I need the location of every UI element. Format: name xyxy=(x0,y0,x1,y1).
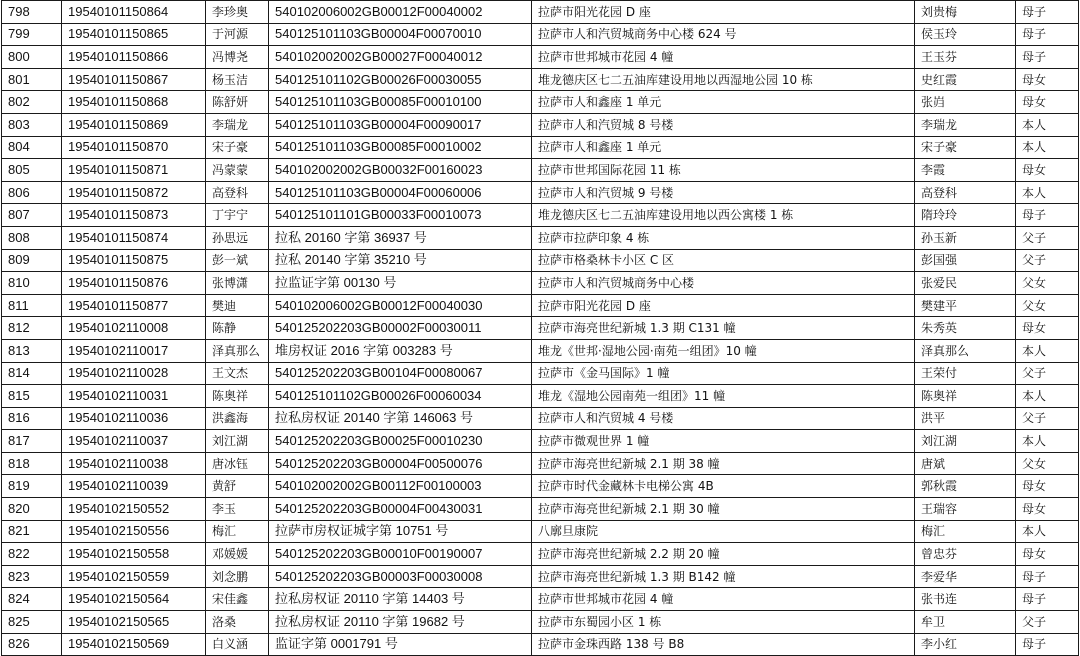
cell-relationship: 父子 xyxy=(1016,362,1079,385)
cell-owner-name: 王荣付 xyxy=(915,362,1016,385)
table-row xyxy=(2,317,1079,340)
table-row xyxy=(2,68,1079,91)
cell-property-address: 拉萨市金珠西路 138 号 B8 xyxy=(532,633,915,656)
cell-student-name: 白义涵 xyxy=(206,633,269,656)
cell-property-address: 拉萨市阳光花园 D 座 xyxy=(532,294,915,317)
cell-student-code: 19540101150867 xyxy=(62,68,206,91)
cell-owner-name: 彭国强 xyxy=(915,249,1016,272)
cell-student-name: 杨玉洁 xyxy=(206,68,269,91)
cell-owner-name: 张爱民 xyxy=(915,272,1016,295)
cell-student-name: 邓媛媛 xyxy=(206,543,269,566)
cell-student-name: 洪鑫海 xyxy=(206,407,269,430)
cell-student-code: 19540101150870 xyxy=(62,136,206,159)
cell-owner-name: 梅汇 xyxy=(915,520,1016,543)
cell-relationship: 本人 xyxy=(1016,385,1079,408)
cell-property-certificate: 540102002002GB00112F00100003 xyxy=(269,475,532,498)
cell-property-address: 拉萨市阳光花园 D 座 xyxy=(532,1,915,24)
cell-property-certificate: 540125101102GB00026F00060034 xyxy=(269,385,532,408)
cell-owner-name: 郭秋霞 xyxy=(915,475,1016,498)
cell-property-address: 拉萨市人和汽贸城 9 号楼 xyxy=(532,181,915,204)
table-row xyxy=(2,294,1079,317)
cell-student-name: 王文杰 xyxy=(206,362,269,385)
cell-property-address: 堆龙德庆区七二五油库建设用地以西公寓楼 1 栋 xyxy=(532,204,915,227)
cell-serial-number: 806 xyxy=(2,181,62,204)
cell-serial-number: 807 xyxy=(2,204,62,227)
cell-student-name: 泽真那么 xyxy=(206,339,269,362)
table-row xyxy=(2,362,1079,385)
cell-serial-number: 825 xyxy=(2,611,62,634)
cell-student-name: 李瑞龙 xyxy=(206,113,269,136)
cell-owner-name: 刘贵梅 xyxy=(915,1,1016,24)
cell-student-name: 陈舒妍 xyxy=(206,91,269,114)
cell-property-address: 拉萨市拉萨印象 4 栋 xyxy=(532,226,915,249)
cell-student-name: 唐冰钰 xyxy=(206,452,269,475)
cell-property-address: 八廓旦康院 xyxy=(532,520,915,543)
cell-student-name: 张博潇 xyxy=(206,272,269,295)
cell-property-certificate: 540125101102GB00026F00030055 xyxy=(269,68,532,91)
cell-student-code: 19540101150871 xyxy=(62,159,206,182)
cell-owner-name: 朱秀英 xyxy=(915,317,1016,340)
cell-relationship: 父子 xyxy=(1016,611,1079,634)
cell-property-certificate: 540102006002GB00012F00040030 xyxy=(269,294,532,317)
cell-property-address: 拉萨市海亮世纪新城 2.1 期 30 幢 xyxy=(532,498,915,521)
cell-property-certificate: 540125202203GB00104F00080067 xyxy=(269,362,532,385)
cell-relationship: 母女 xyxy=(1016,317,1079,340)
cell-property-certificate: 堆房权证 2016 字第 003283 号 xyxy=(269,339,532,362)
cell-student-name: 彭一斌 xyxy=(206,249,269,272)
table-row xyxy=(2,407,1079,430)
cell-student-code: 19540102150569 xyxy=(62,633,206,656)
cell-relationship: 本人 xyxy=(1016,113,1079,136)
cell-property-address: 堆龙《世邦·湿地公园·南苑一组团》10 幢 xyxy=(532,339,915,362)
cell-serial-number: 808 xyxy=(2,226,62,249)
cell-property-certificate: 拉私 20140 字第 35210 号 xyxy=(269,249,532,272)
cell-serial-number: 798 xyxy=(2,1,62,24)
cell-student-code: 19540102150564 xyxy=(62,588,206,611)
cell-student-code: 19540101150875 xyxy=(62,249,206,272)
cell-relationship: 父子 xyxy=(1016,249,1079,272)
cell-serial-number: 812 xyxy=(2,317,62,340)
cell-property-certificate: 拉私 20160 字第 36937 号 xyxy=(269,226,532,249)
cell-property-address: 拉萨市《金马国际》1 幢 xyxy=(532,362,915,385)
cell-student-name: 高登科 xyxy=(206,181,269,204)
cell-property-certificate: 拉监证字第 00130 号 xyxy=(269,272,532,295)
cell-serial-number: 815 xyxy=(2,385,62,408)
cell-property-address: 拉萨市海亮世纪新城 2.1 期 38 幢 xyxy=(532,452,915,475)
cell-property-certificate: 拉私房权证 20110 字第 19682 号 xyxy=(269,611,532,634)
table-row xyxy=(2,452,1079,475)
cell-relationship: 本人 xyxy=(1016,181,1079,204)
cell-student-code: 19540102110031 xyxy=(62,385,206,408)
cell-serial-number: 816 xyxy=(2,407,62,430)
table-row xyxy=(2,226,1079,249)
cell-property-address: 拉萨市人和汽贸城 4 号楼 xyxy=(532,407,915,430)
table-row xyxy=(2,181,1079,204)
cell-student-name: 于河源 xyxy=(206,23,269,46)
cell-owner-name: 孙玉新 xyxy=(915,226,1016,249)
cell-owner-name: 侯玉玲 xyxy=(915,23,1016,46)
cell-relationship: 本人 xyxy=(1016,339,1079,362)
cell-relationship: 母子 xyxy=(1016,633,1079,656)
cell-serial-number: 811 xyxy=(2,294,62,317)
cell-property-certificate: 540102002002GB00032F00160023 xyxy=(269,159,532,182)
cell-property-address: 拉萨市海亮世纪新城 1.3 期 B142 幢 xyxy=(532,565,915,588)
cell-property-certificate: 拉私房权证 20110 字第 14403 号 xyxy=(269,588,532,611)
table-row xyxy=(2,498,1079,521)
cell-property-certificate: 拉萨市房权证城字第 10751 号 xyxy=(269,520,532,543)
cell-property-address: 拉萨市格桑林卡小区 C 区 xyxy=(532,249,915,272)
cell-serial-number: 809 xyxy=(2,249,62,272)
cell-student-code: 19540101150865 xyxy=(62,23,206,46)
cell-student-code: 19540102110036 xyxy=(62,407,206,430)
cell-student-name: 李玉 xyxy=(206,498,269,521)
cell-property-address: 拉萨市微观世界 1 幢 xyxy=(532,430,915,453)
cell-property-certificate: 540125101103GB00085F00010002 xyxy=(269,136,532,159)
cell-relationship: 母子 xyxy=(1016,565,1079,588)
cell-relationship: 母子 xyxy=(1016,23,1079,46)
cell-student-name: 冯博尧 xyxy=(206,46,269,69)
cell-serial-number: 821 xyxy=(2,520,62,543)
table-row xyxy=(2,543,1079,566)
cell-owner-name: 张书连 xyxy=(915,588,1016,611)
table-row xyxy=(2,23,1079,46)
cell-relationship: 母子 xyxy=(1016,46,1079,69)
table-row xyxy=(2,159,1079,182)
cell-student-code: 19540101150877 xyxy=(62,294,206,317)
cell-property-address: 拉萨市时代金藏林卡电梯公寓 4B xyxy=(532,475,915,498)
table-row xyxy=(2,430,1079,453)
cell-owner-name: 王瑞容 xyxy=(915,498,1016,521)
table-row xyxy=(2,1,1079,24)
cell-student-code: 19540101150869 xyxy=(62,113,206,136)
cell-owner-name: 牟卫 xyxy=(915,611,1016,634)
cell-property-certificate: 540125101103GB00004F00060006 xyxy=(269,181,532,204)
cell-relationship: 本人 xyxy=(1016,430,1079,453)
cell-serial-number: 800 xyxy=(2,46,62,69)
cell-serial-number: 801 xyxy=(2,68,62,91)
cell-owner-name: 泽真那么 xyxy=(915,339,1016,362)
cell-serial-number: 804 xyxy=(2,136,62,159)
cell-property-certificate: 监证字第 0001791 号 xyxy=(269,633,532,656)
cell-property-address: 拉萨市人和鑫座 1 单元 xyxy=(532,91,915,114)
cell-serial-number: 813 xyxy=(2,339,62,362)
cell-student-name: 樊迪 xyxy=(206,294,269,317)
table-row xyxy=(2,588,1079,611)
cell-relationship: 母女 xyxy=(1016,68,1079,91)
cell-owner-name: 高登科 xyxy=(915,181,1016,204)
cell-property-certificate: 540125202203GB00025F00010230 xyxy=(269,430,532,453)
cell-property-certificate: 540102002002GB00027F00040012 xyxy=(269,46,532,69)
cell-property-certificate: 540102006002GB00012F00040002 xyxy=(269,1,532,24)
cell-student-code: 19540101150873 xyxy=(62,204,206,227)
cell-relationship: 母女 xyxy=(1016,475,1079,498)
cell-property-address: 拉萨市世邦国际花园 11 栋 xyxy=(532,159,915,182)
cell-property-address: 堆龙德庆区七二五油库建设用地以西湿地公园 10 栋 xyxy=(532,68,915,91)
cell-serial-number: 826 xyxy=(2,633,62,656)
cell-property-address: 拉萨市世邦城市花园 4 幢 xyxy=(532,46,915,69)
table-row xyxy=(2,113,1079,136)
cell-property-certificate: 540125202203GB00004F00500076 xyxy=(269,452,532,475)
cell-relationship: 母女 xyxy=(1016,91,1079,114)
cell-student-code: 19540102150552 xyxy=(62,498,206,521)
cell-serial-number: 799 xyxy=(2,23,62,46)
cell-student-name: 刘念鹏 xyxy=(206,565,269,588)
cell-student-name: 洛桑 xyxy=(206,611,269,634)
cell-relationship: 母女 xyxy=(1016,543,1079,566)
cell-student-name: 刘江湖 xyxy=(206,430,269,453)
cell-property-certificate: 拉私房权证 20140 字第 146063 号 xyxy=(269,407,532,430)
cell-student-code: 19540101150868 xyxy=(62,91,206,114)
cell-owner-name: 宋子豪 xyxy=(915,136,1016,159)
cell-property-address: 拉萨市东蜀园小区 1 栋 xyxy=(532,611,915,634)
table-row xyxy=(2,633,1079,656)
cell-student-code: 19540102110017 xyxy=(62,339,206,362)
cell-serial-number: 822 xyxy=(2,543,62,566)
cell-student-code: 19540102110028 xyxy=(62,362,206,385)
cell-property-address: 堆龙《湿地公园南苑一组团》11 幢 xyxy=(532,385,915,408)
cell-relationship: 父子 xyxy=(1016,226,1079,249)
cell-student-name: 冯蒙蒙 xyxy=(206,159,269,182)
cell-student-name: 黄舒 xyxy=(206,475,269,498)
cell-student-name: 宋子豪 xyxy=(206,136,269,159)
cell-student-name: 李珍奥 xyxy=(206,1,269,24)
cell-student-code: 19540101150866 xyxy=(62,46,206,69)
cell-property-address: 拉萨市世邦城市花园 4 幢 xyxy=(532,588,915,611)
cell-serial-number: 805 xyxy=(2,159,62,182)
cell-property-certificate: 540125101103GB00085F00010100 xyxy=(269,91,532,114)
cell-student-code: 19540102150556 xyxy=(62,520,206,543)
cell-serial-number: 820 xyxy=(2,498,62,521)
cell-student-name: 梅汇 xyxy=(206,520,269,543)
cell-owner-name: 隋玲玲 xyxy=(915,204,1016,227)
cell-owner-name: 张岿 xyxy=(915,91,1016,114)
registry-table-body xyxy=(2,1,1079,656)
table-row xyxy=(2,611,1079,634)
cell-student-code: 19540102110037 xyxy=(62,430,206,453)
cell-student-code: 19540101150876 xyxy=(62,272,206,295)
cell-serial-number: 824 xyxy=(2,588,62,611)
cell-relationship: 父女 xyxy=(1016,452,1079,475)
cell-owner-name: 李瑞龙 xyxy=(915,113,1016,136)
cell-property-certificate: 540125202203GB00004F00430031 xyxy=(269,498,532,521)
cell-relationship: 父女 xyxy=(1016,272,1079,295)
cell-serial-number: 810 xyxy=(2,272,62,295)
cell-owner-name: 陈奥祥 xyxy=(915,385,1016,408)
table-row xyxy=(2,385,1079,408)
cell-property-certificate: 540125202203GB00002F00030011 xyxy=(269,317,532,340)
cell-relationship: 母子 xyxy=(1016,588,1079,611)
table-row xyxy=(2,565,1079,588)
cell-property-certificate: 540125101101GB00033F00010073 xyxy=(269,204,532,227)
cell-property-address: 拉萨市人和汽贸城商务中心楼 624 号 xyxy=(532,23,915,46)
cell-relationship: 母女 xyxy=(1016,159,1079,182)
cell-student-code: 19540102150565 xyxy=(62,611,206,634)
cell-relationship: 母女 xyxy=(1016,498,1079,521)
cell-property-certificate: 540125202203GB00003F00030008 xyxy=(269,565,532,588)
cell-property-address: 拉萨市人和汽贸城商务中心楼 xyxy=(532,272,915,295)
registry-table xyxy=(1,0,1079,656)
cell-serial-number: 803 xyxy=(2,113,62,136)
cell-owner-name: 王玉芬 xyxy=(915,46,1016,69)
table-row xyxy=(2,475,1079,498)
cell-relationship: 本人 xyxy=(1016,520,1079,543)
cell-serial-number: 802 xyxy=(2,91,62,114)
cell-serial-number: 818 xyxy=(2,452,62,475)
cell-owner-name: 李爱华 xyxy=(915,565,1016,588)
cell-student-name: 丁宇宁 xyxy=(206,204,269,227)
cell-property-address: 拉萨市人和鑫座 1 单元 xyxy=(532,136,915,159)
cell-student-code: 19540102150558 xyxy=(62,543,206,566)
cell-relationship: 本人 xyxy=(1016,136,1079,159)
cell-owner-name: 曾忠芬 xyxy=(915,543,1016,566)
cell-student-name: 宋佳鑫 xyxy=(206,588,269,611)
cell-serial-number: 814 xyxy=(2,362,62,385)
cell-property-certificate: 540125101103GB00004F00070010 xyxy=(269,23,532,46)
cell-student-name: 陈静 xyxy=(206,317,269,340)
cell-property-certificate: 540125202203GB00010F00190007 xyxy=(269,543,532,566)
cell-student-name: 孙思远 xyxy=(206,226,269,249)
cell-property-certificate: 540125101103GB00004F00090017 xyxy=(269,113,532,136)
cell-owner-name: 李霞 xyxy=(915,159,1016,182)
cell-student-code: 19540101150872 xyxy=(62,181,206,204)
cell-relationship: 母子 xyxy=(1016,204,1079,227)
table-row xyxy=(2,249,1079,272)
cell-property-address: 拉萨市海亮世纪新城 2.2 期 20 幢 xyxy=(532,543,915,566)
table-row xyxy=(2,339,1079,362)
cell-owner-name: 刘江湖 xyxy=(915,430,1016,453)
cell-student-code: 19540101150874 xyxy=(62,226,206,249)
cell-student-name: 陈奥祥 xyxy=(206,385,269,408)
cell-property-address: 拉萨市海亮世纪新城 1.3 期 C131 幢 xyxy=(532,317,915,340)
cell-student-code: 19540102110039 xyxy=(62,475,206,498)
cell-student-code: 19540101150864 xyxy=(62,1,206,24)
table-row xyxy=(2,520,1079,543)
table-row xyxy=(2,272,1079,295)
cell-owner-name: 李小红 xyxy=(915,633,1016,656)
cell-serial-number: 823 xyxy=(2,565,62,588)
cell-owner-name: 洪平 xyxy=(915,407,1016,430)
cell-student-code: 19540102110008 xyxy=(62,317,206,340)
table-row xyxy=(2,136,1079,159)
cell-relationship: 父子 xyxy=(1016,407,1079,430)
cell-serial-number: 819 xyxy=(2,475,62,498)
cell-owner-name: 樊建平 xyxy=(915,294,1016,317)
cell-relationship: 父女 xyxy=(1016,294,1079,317)
table-row xyxy=(2,46,1079,69)
table-row xyxy=(2,91,1079,114)
cell-student-code: 19540102150559 xyxy=(62,565,206,588)
cell-student-code: 19540102110038 xyxy=(62,452,206,475)
cell-owner-name: 唐斌 xyxy=(915,452,1016,475)
cell-serial-number: 817 xyxy=(2,430,62,453)
cell-property-address: 拉萨市人和汽贸城 8 号楼 xyxy=(532,113,915,136)
table-row xyxy=(2,204,1079,227)
cell-owner-name: 史红霞 xyxy=(915,68,1016,91)
cell-relationship: 母子 xyxy=(1016,1,1079,24)
